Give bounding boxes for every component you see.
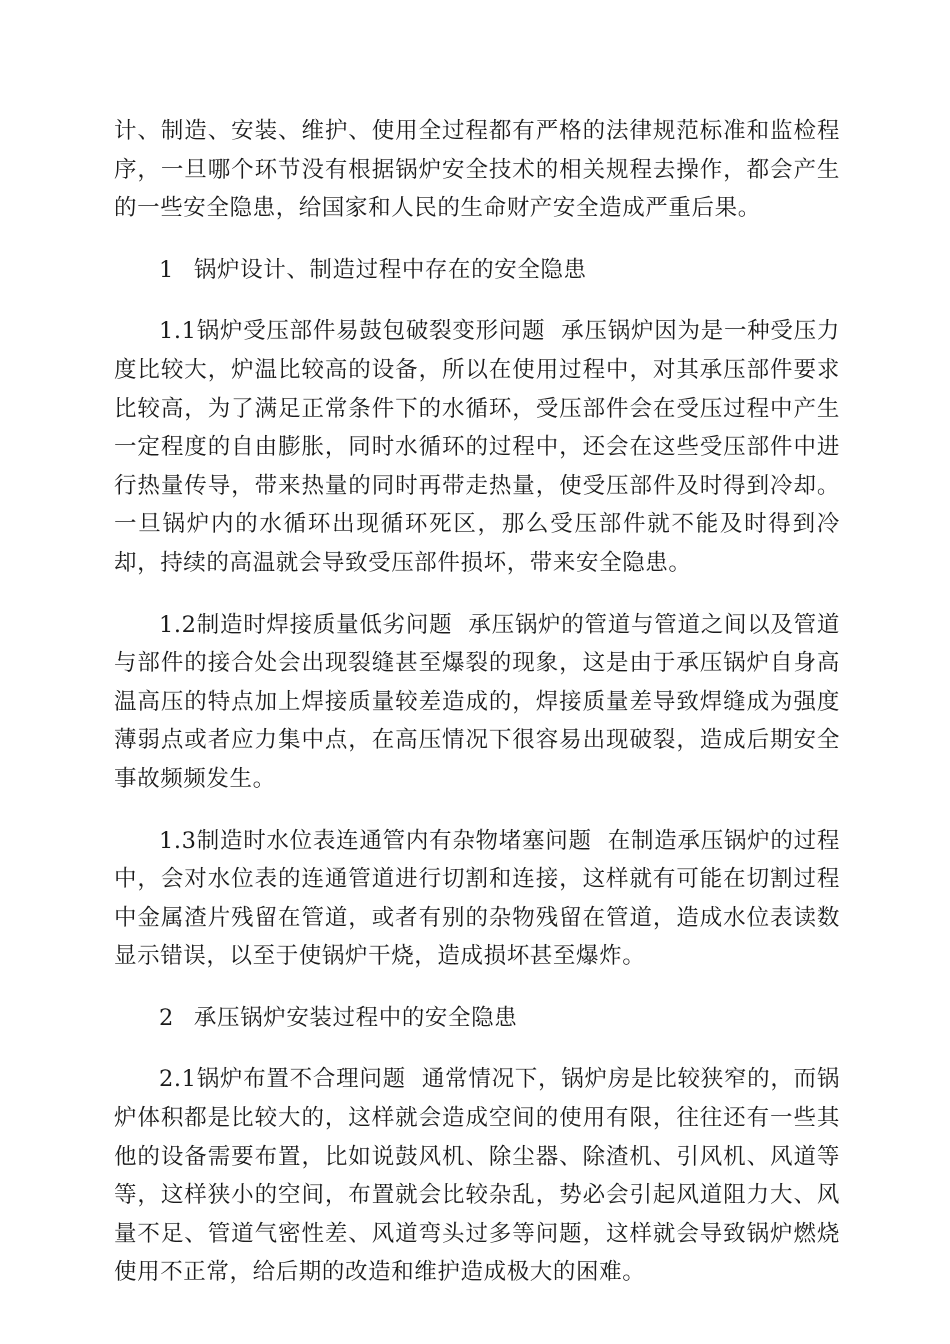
subsection-1-2 [114,606,840,799]
subsection-2-1 [114,1060,840,1292]
section-2-number: 2 [159,1004,174,1031]
section-2-title: 承压锅炉安装过程中的安全隐患 [193,1004,518,1031]
subsection-1-1-title: 1.1锅炉受压部件易鼓包破裂变形问题 [159,318,546,345]
intro-paragraph: 计、制造、安装、维护、使用全过程都有严格的法律规范标准和监检程序，一旦哪个环节没有根据锅炉安全技术的相关规程去操作，都会产生的一些安全隐患，给国家和人民的生命财产安全造成严重后果。 [114,118,840,222]
subsection-1-3-body: 在制造承压锅炉的过程中，会对水位表的连通管道进行切割和连接，这样就有可能在切割过程中金属渣片残留在管道，或者有别的杂物残留在管道，造成水位表读数显示错误，以至于使锅炉干烧，造成损坏甚至爆炸。 [114,827,840,970]
subsection-1-1-body: 承压锅炉因为是一种受压力度比较大，炉温比较高的设备，所以在使用过程中，对其承压部件要求比较高，为了满足正常条件下的水循环，受压部件会在受压过程中产生一定程度的自由膨胀，同时水循环的过程中，还会在这些受压部件中进行热量传导，带来热量的同时再带走热量，使受压部件及时得到冷却。一旦锅炉内的水循环出现循环死区，那么受压部件就不能及时得到冷却，持续的高温就会导致受压部件损坏，带来安全隐患。 [114,318,840,576]
subsection-1-2-title: 1.2制造时焊接质量低劣问题 [159,611,453,638]
subsection-1-3 [114,822,840,976]
subsection-1-1 [114,312,840,582]
subsection-2-1-body: 通常情况下，锅炉房是比较狭窄的，而锅炉体积都是比较大的，这样就会造成空间的使用有限，往往还有一些其他的设备需要布置，比如说鼓风机、除尘器、除渣机、引风机、风道等等，这样狭小的空间，布置就会比较杂乱，势必会引起风道阻力大、风量不足、管道气密性差、风道弯头过多等问题，这样就会导致锅炉燃烧使用不正常，给后期的改造和维护造成极大的困难。 [114,1066,840,1286]
document-body [114,112,840,1315]
subsection-2-1-title: 2.1锅炉布置不合理问题 [159,1066,406,1093]
section-1-title: 锅炉设计、制造过程中存在的安全隐患 [193,256,587,283]
section-1-heading [114,251,840,290]
section-2-heading [114,999,840,1038]
subsection-1-2-body: 承压锅炉的管道与管道之间以及管道与部件的接合处会出现裂缝甚至爆裂的现象，这是由于承压锅炉自身高温高压的特点加上焊接质量较差造成的，焊接质量差导致焊缝成为强度薄弱点或者应力集中点，在高压情况下很容易出现破裂，造成后期安全事故频频发生。 [114,611,841,792]
section-1-number: 1 [159,256,174,283]
subsection-1-3-title: 1.3制造时水位表连通管内有杂物堵塞问题 [159,827,592,854]
